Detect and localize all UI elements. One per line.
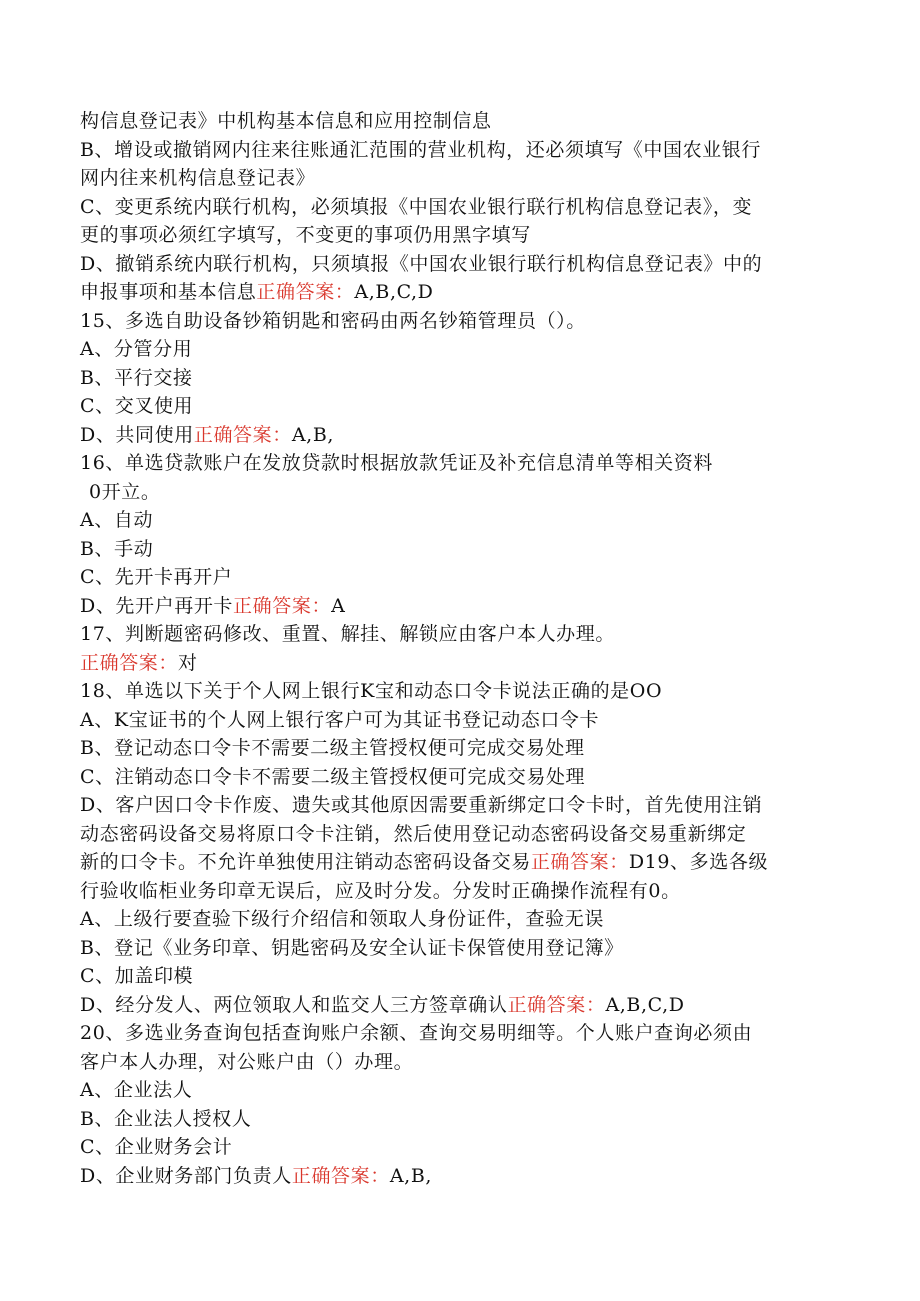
document-page [80, 107, 840, 1190]
text-line [80, 136, 840, 165]
line-text: D、客户因口令卡作废、遗失或其他原因需要重新绑定口令卡时，首先使用注销 [80, 794, 763, 816]
line-text: A、K宝证书的个人网上银行客户可为其证书登记动态口令卡 [80, 708, 600, 731]
line-text: D、企业财务部门负责人 [80, 1164, 292, 1187]
line-text: B、登记《业务印章、钥匙密码及安全认证卡保管使用登记簿》 [80, 936, 624, 959]
text-line [80, 1019, 840, 1048]
answer-label: 正确答案： [291, 1164, 390, 1187]
text-line [80, 364, 840, 393]
line-text: B、手动 [80, 537, 154, 560]
line-text: 新的口令卡。不允许单独使用注销动态密码设备交易 [80, 851, 531, 873]
answer-label: 正确答案： [530, 851, 629, 873]
answer-value: A,B, [291, 423, 335, 446]
line-text: 18、单选以下关于个人网上银行K宝和动态口令卡说法正确的是OO [80, 680, 663, 702]
text-line [80, 877, 840, 906]
text-line [80, 763, 840, 792]
text-line [80, 1076, 840, 1105]
answer-value: A,B,C,D [605, 993, 685, 1016]
line-text: D、共同使用 [80, 423, 194, 446]
line-text: 更的事项必须红字填写，不变更的事项仍用黑字填写 [80, 224, 531, 246]
line-text: 20、多选业务查询包括查询账户余额、查询交易明细等。个人账户查询必须由 [80, 1022, 753, 1044]
text-line [80, 193, 840, 222]
line-text: A、上级行要查验下级行介绍信和领取人身份证件，查验无误 [80, 908, 604, 930]
text-line [80, 1133, 840, 1162]
line-text: 网内往来机构信息登记表》 [80, 167, 316, 189]
line-text: 15、多选自助设备钞箱钥匙和密码由两名钞箱管理员（）。 [80, 309, 586, 332]
line-text: 行验收临柜业务印章无误后，应及时分发。分发时正确操作流程有0。 [80, 879, 681, 902]
answer-label: 正确答案： [80, 651, 179, 674]
line-text: D、经分发人、两位领取人和监交人三方签章确认 [80, 993, 508, 1016]
line-text: B、增设或撤销网内往来往账通汇范围的营业机构，还必须填写《中国农业银行 [80, 138, 761, 161]
text-line [80, 335, 840, 364]
text-line [80, 677, 840, 706]
answer-label: 正确答案： [193, 423, 292, 446]
line-text: A、自动 [80, 509, 154, 531]
text-line [80, 307, 840, 336]
answer-value: A,B, [389, 1164, 433, 1187]
text-line [80, 535, 840, 564]
line-text: 16、单选贷款账户在发放贷款时根据放款凭证及补充信息清单等相关资料 [80, 452, 713, 474]
line-text: C、先开卡再开户 [80, 566, 233, 588]
line-text: D、撤销系统内联行机构，只须填报《中国农业银行联行机构信息登记表》中的 [80, 252, 763, 275]
line-text: C、注销动态口令卡不需要二级主管授权便可完成交易处理 [80, 765, 586, 788]
text-line [80, 107, 840, 136]
text-line [80, 449, 840, 478]
line-text: 动态密码设备交易将原口令卡注销，然后使用登记动态密码设备交易重新绑定 [80, 822, 747, 845]
text-line [80, 1048, 840, 1077]
line-text: B、企业法人授权人 [80, 1107, 252, 1130]
text-line [80, 221, 840, 250]
line-text: D、先开户再开卡 [80, 594, 234, 617]
line-text: A、分管分用 [80, 338, 193, 360]
text-line [80, 563, 840, 592]
answer-value: A [331, 594, 346, 617]
text-line [80, 506, 840, 535]
text-line [80, 991, 840, 1020]
text-line [80, 592, 840, 621]
line-text: C、变更系统内联行机构，必须填报《中国农业银行联行机构信息登记表》，变 [80, 195, 753, 218]
line-text: 客户本人办理，对公账户由（）办理。 [80, 1050, 414, 1073]
answer-label: 正确答案： [233, 594, 332, 617]
line-text: B、平行交接 [80, 366, 193, 389]
line-text: C、企业财务会计 [80, 1136, 233, 1158]
line-text: A、企业法人 [80, 1079, 193, 1101]
line-text: 构信息登记表》中机构基本信息和应用控制信息 [80, 110, 492, 132]
answer-value: 对 [178, 651, 198, 674]
text-line [80, 478, 840, 507]
text-line [80, 649, 840, 678]
line-text: B、登记动态口令卡不需要二级主管授权便可完成交易处理 [80, 737, 585, 759]
answer-value: A,B,C,D [354, 281, 434, 303]
line-text: C、交叉使用 [80, 395, 194, 417]
answer-label: 正确答案： [256, 281, 355, 303]
text-line [80, 734, 840, 763]
text-line [80, 620, 840, 649]
answer-label: 正确答案： [507, 993, 606, 1016]
text-line [80, 962, 840, 991]
text-line [80, 392, 840, 421]
text-line [80, 791, 840, 820]
text-line [80, 706, 840, 735]
text-line [80, 820, 840, 849]
line-text: 17、判断题密码修改、重置、解挂、解锁应由客户本人办理。 [80, 623, 615, 645]
text-line [80, 421, 840, 450]
line-text: C、加盖印模 [80, 965, 194, 987]
line-text: 申报事项和基本信息 [80, 281, 257, 303]
text-line [80, 250, 840, 279]
text-line [80, 848, 840, 877]
text-line [80, 934, 840, 963]
answer-value: D19、多选各级 [628, 851, 769, 873]
text-line [80, 278, 840, 307]
text-line [80, 1162, 840, 1191]
text-line [80, 1105, 840, 1134]
line-text: 0开立。 [89, 480, 161, 503]
text-line [80, 905, 840, 934]
text-line [80, 164, 840, 193]
